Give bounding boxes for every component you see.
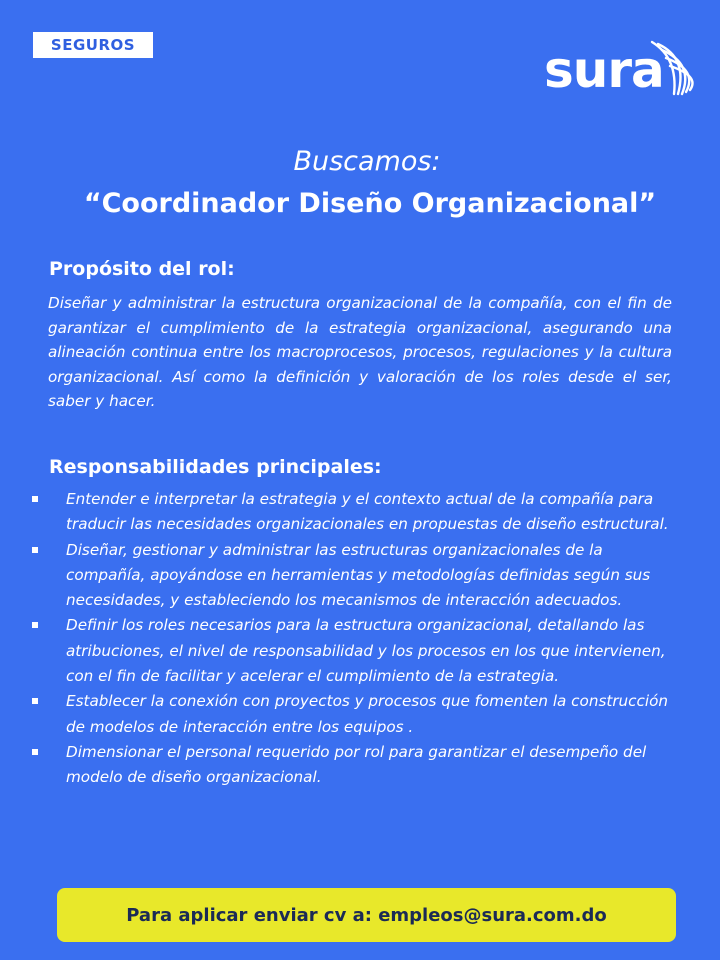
purpose-title: Propósito del rol:: [49, 258, 235, 280]
list-item: [30, 740, 682, 791]
list-item-text: Establecer la conexión con proyectos y procesos que fomenten la construcción de modelos de interacción entre los equipos .: [66, 692, 669, 736]
sura-logo: [540, 38, 710, 102]
list-item: [30, 487, 682, 538]
square-bullet-icon: [32, 496, 38, 502]
square-bullet-icon: [32, 547, 38, 553]
job-title: “Coordinador Diseño Organizacional”: [83, 188, 657, 219]
square-bullet-icon: [32, 698, 38, 704]
square-bullet-icon: [32, 622, 38, 628]
responsibilities-title: Responsabilidades principales:: [49, 456, 382, 478]
square-bullet-icon: [32, 749, 38, 755]
apply-text: Para aplicar enviar cv a: empleos@sura.com.do: [126, 904, 607, 926]
list-item-text: Diseñar, gestionar y administrar las estructuras organizacionales de la compañía, apoyándose en herramientas y metodologías definidas según sus necesidades, y estableciendo los mecanismos de interacción adecuados.: [66, 540, 651, 610]
responsibilities-list: [30, 487, 682, 791]
list-item-text: Dimensionar el personal requerido por rol para garantizar el desempeño del modelo de diseño organizacional.: [66, 742, 647, 787]
list-item-text: Entender e interpretar la estrategia y el contexto actual de la compañía para traducir las necesidades organizacionales en propuestas de diseño estructural.: [66, 490, 669, 534]
sura-wing-icon: [648, 38, 704, 98]
purpose-text: Diseñar y administrar la estructura organizacional de la compañía, con el fin de garantizar el cumplimiento de la estrategia organizacional, asegurando una alineación continua entre los macroprocesos, procesos, regulaciones y la cultura organizacional. Así como la definición y valoración de los roles desde el ser, saber y hacer.: [48, 294, 672, 410]
seguros-badge: SEGUROS: [33, 32, 153, 58]
logo-wordmark: sura: [544, 41, 664, 99]
apply-banner: [57, 888, 676, 942]
list-item: [30, 538, 682, 614]
heading-buscamos: Buscamos:: [293, 146, 441, 177]
list-item: [30, 689, 682, 740]
list-item: [30, 613, 682, 689]
list-item-text: Definir los roles necesarios para la estructura organizacional, detallando las atribuciones, el nivel de responsabilidad y los procesos en los que intervienen, con el fin de facilitar y acelerar el cumplimiento de la estrategia.: [66, 616, 666, 686]
